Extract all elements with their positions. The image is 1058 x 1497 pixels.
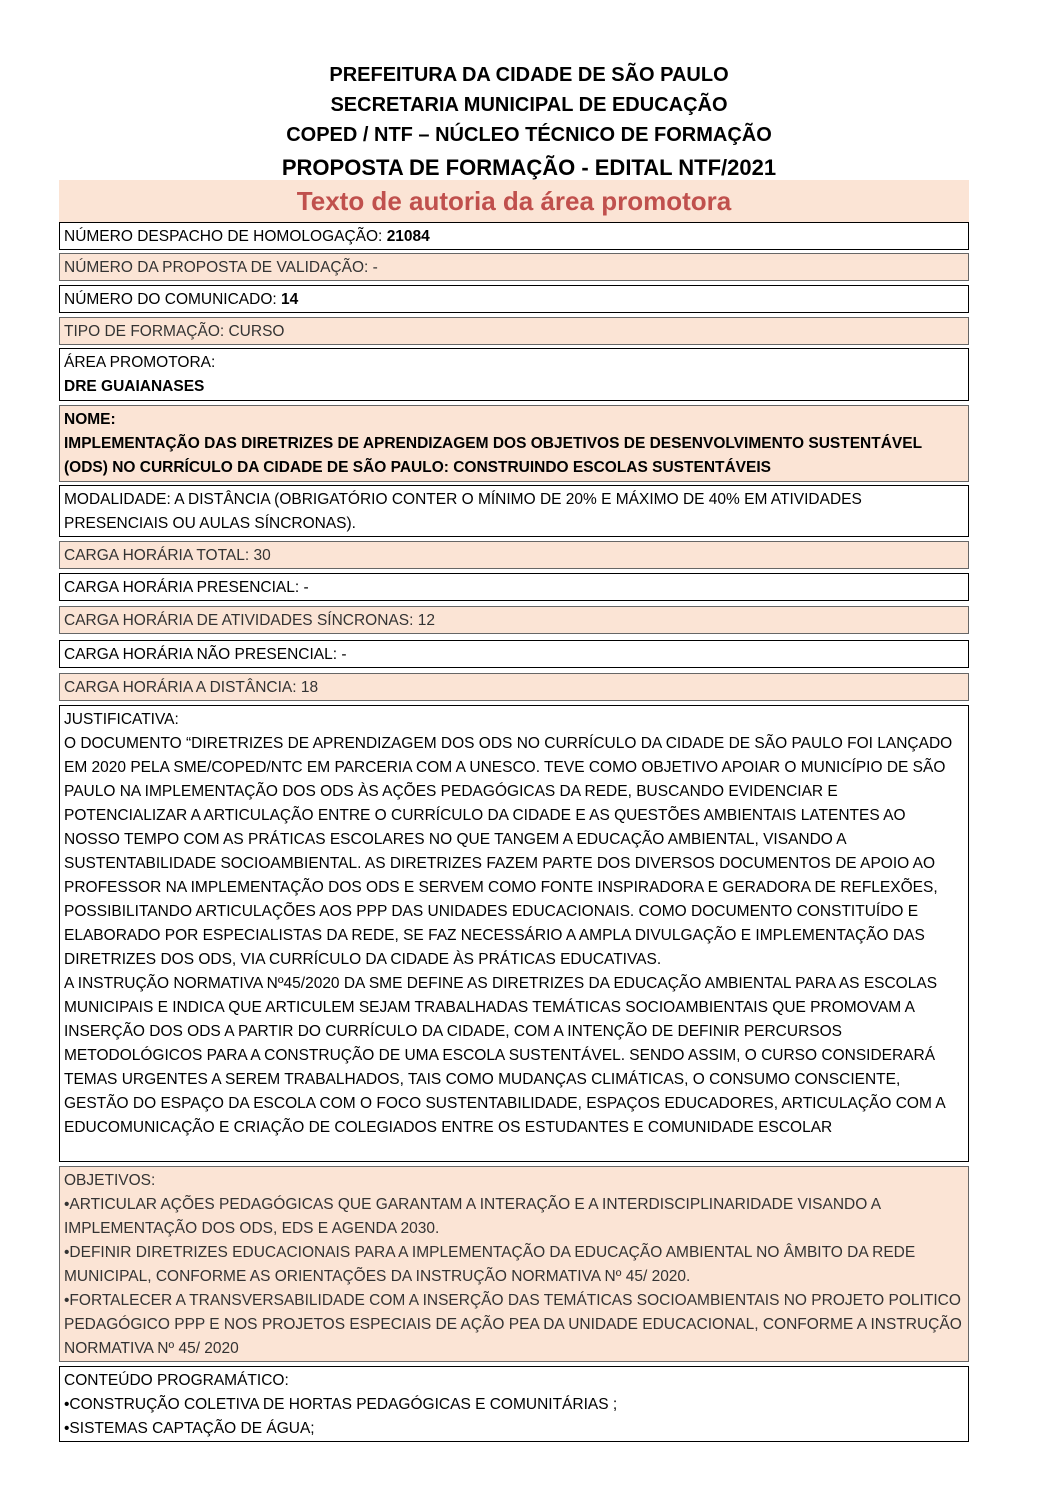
header-coped: COPED / NTF – NÚCLEO TÉCNICO DE FORMAÇÃO	[286, 124, 772, 146]
header-secretaria: SECRETARIA MUNICIPAL DE EDUCAÇÃO	[330, 94, 728, 116]
objetivos-section	[59, 1166, 969, 1362]
field-proposta-value: -	[372, 259, 378, 276]
field-despacho	[59, 222, 969, 250]
field-proposta	[59, 253, 969, 281]
justificativa-paragraph-1: O DOCUMENTO “DIRETRIZES DE APRENDIZAGEM DOS ODS NO CURRÍCULO DA CIDADE DE SÃO PAULO FOI LANÇADO EM 2020 PELA SME/COPED/NTC EM PARCERIA COM A UNESCO. TEVE COMO OBJETIVO APOIAR O MUNICÍPIO DE SÃO PAULO NA IMPLEMENTAÇÃO DOS ODS ÀS AÇÕES PEDAGÓGICAS DA REDE, BUSCANDO EVIDENCIAR E POTENCIALIZAR A ARTICULAÇÃO ENTRE O CURRÍCULO DA CIDADE E AS QUESTÕES AMBIENTAIS LATENTES AO NOSSO TEMPO COM AS PRÁTICAS ESCOLARES NO QUE TANGEM A EDUCAÇÃO AMBIENTAL, VISANDO A SUSTENTABILIDADE SOCIOAMBIENTAL. AS DIRETRIZES FAZEM PARTE DOS DIVERSOS DOCUMENTOS DE APOIO AO PROFESSOR NA IMPLEMENTAÇÃO DOS ODS E SERVEM COMO FONTE INSPIRADORA E GERADORA DE REFLEXÕES, POSSIBILITANDO ARTICULAÇÕES AOS PPP DAS UNIDADES EDUCACIONAIS. COMO DOCUMENTO CONSTITUÍDO E ELABORADO POR ESPECIALISTAS DA REDE, SE FAZ NECESSÁRIO A AMPLA DIVULGAÇÃO E IMPLEMENTAÇÃO DAS DIRETRIZES DOS ODS, VIA CURRÍCULO DA CIDADE ÀS PRÁTICAS EDUCATIVAS.	[64, 735, 953, 968]
field-area-value: DRE GUAIANASES	[64, 378, 205, 395]
conteudo-item: •SISTEMAS CAPTAÇÃO DE ÁGUA;	[64, 1420, 315, 1437]
field-tipo: TIPO DE FORMAÇÃO: CURSO	[59, 317, 969, 345]
conteudo-section	[59, 1366, 969, 1442]
field-carga-total: CARGA HORÁRIA TOTAL: 30	[59, 541, 969, 569]
justificativa-paragraph-2: A INSTRUÇÃO NORMATIVA Nº45/2020 DA SME DEFINE AS DIRETRIZES DA EDUCAÇÃO AMBIENTAL PARA AS ESCOLAS MUNICIPAIS E INDICA QUE ARTICULEM SEJAM TRABALHADAS TEMÁTICAS SOCIOAMBIENTAIS QUE PROMOVAM A INSERÇÃO DOS ODS A PARTIR DO CURRÍCULO DA CIDADE, COM A INTENÇÃO DE DEFINIR PERCURSOS METODOLÓGICOS PARA A CONSTRUÇÃO DE UMA ESCOLA SUSTENTÁVEL. SENDO ASSIM, O CURSO CONSIDERARÁ TEMAS URGENTES A SEREM TRABALHADOS, TAIS COMO MUDANÇAS CLIMÁTICAS, O CONSUMO CONSCIENTE, GESTÃO DO ESPAÇO DA ESCOLA COM O FOCO SUSTENTABILIDADE, ESPAÇOS EDUCADORES, ARTICULAÇÃO COM A EDUCOMUNICAÇÃO E CRIAÇÃO DE COLEGIADOS ENTRE OS ESTUDANTES E COMUNIDADE ESCOLAR	[64, 975, 945, 1136]
field-comunicado-value: 14	[281, 291, 299, 308]
conteudo-label: CONTEÚDO PROGRAMÁTICO:	[64, 1372, 289, 1389]
field-carga-nao-presencial: CARGA HORÁRIA NÃO PRESENCIAL: -	[59, 640, 969, 668]
objetivos-label: OBJETIVOS:	[64, 1172, 156, 1189]
header-prefeitura: PREFEITURA DA CIDADE DE SÃO PAULO	[329, 64, 729, 86]
field-nome-value: IMPLEMENTAÇÃO DAS DIRETRIZES DE APRENDIZAGEM DOS OBJETIVOS DE DESENVOLVIMENTO SUSTENTÁVEL (ODS) NO CURRÍCULO DA CIDADE DE SÃO PAULO: CONSTRUINDO ESCOLAS SUSTENTÁVEIS	[64, 435, 922, 476]
header-proposta: PROPOSTA DE FORMAÇÃO - EDITAL NTF/2021	[281, 155, 777, 180]
justificativa-section	[59, 705, 969, 1162]
authorship-banner: Texto de autoria da área promotora	[59, 180, 969, 222]
field-area-label: ÁREA PROMOTORA:	[64, 354, 216, 371]
justificativa-label: JUSTIFICATIVA:	[64, 711, 179, 728]
field-carga-distancia: CARGA HORÁRIA A DISTÂNCIA: 18	[59, 673, 969, 701]
field-comunicado-label: NÚMERO DO COMUNICADO:	[64, 291, 277, 308]
field-proposta-label: NÚMERO DA PROPOSTA DE VALIDAÇÃO:	[64, 259, 369, 276]
objetivo-item: •ARTICULAR AÇÕES PEDAGÓGICAS QUE GARANTAM A INTERAÇÃO E A INTERDISCIPLINARIDADE VISANDO A IMPLEMENTAÇÃO DOS ODS, EDS E AGENDA 2030.	[64, 1196, 881, 1237]
field-area	[59, 348, 969, 401]
field-comunicado	[59, 285, 969, 313]
field-despacho-value: 21084	[386, 228, 430, 245]
objetivo-item: •DEFINIR DIRETRIZES EDUCACIONAIS PARA A IMPLEMENTAÇÃO DA EDUCAÇÃO AMBIENTAL NO ÂMBITO DA REDE MUNICIPAL, CONFORME AS ORIENTAÇÕES DA INSTRUÇÃO NORMATIVA Nº 45/ 2020.	[64, 1244, 916, 1285]
conteudo-item: •CONSTRUÇÃO COLETIVA DE HORTAS PEDAGÓGICAS E COMUNITÁRIAS ;	[64, 1396, 618, 1413]
field-modalidade: MODALIDADE: A DISTÂNCIA (OBRIGATÓRIO CONTER O MÍNIMO DE 20% E MÁXIMO DE 40% EM ATIVIDADES PRESENCIAIS OU AULAS SÍNCRONAS).	[59, 485, 969, 537]
objetivo-item: •FORTALECER A TRANSVERSABILIDADE COM A INSERÇÃO DAS TEMÁTICAS SOCIOAMBIENTAIS NO PROJETO POLITICO PEDAGÓGICO PPP E NOS PROJETOS ESPECIAIS DE AÇÃO PEA DA UNIDADE EDUCACIONAL, CONFORME A INSTRUÇÃO NORMATIVA Nº 45/ 2020	[64, 1292, 962, 1357]
field-carga-sincronas: CARGA HORÁRIA DE ATIVIDADES SÍNCRONAS: 12	[59, 606, 969, 634]
field-nome-label: NOME:	[64, 411, 116, 428]
field-carga-presencial: CARGA HORÁRIA PRESENCIAL: -	[59, 573, 969, 601]
field-nome	[59, 405, 969, 482]
field-despacho-label: NÚMERO DESPACHO DE HOMOLOGAÇÃO:	[64, 228, 383, 245]
